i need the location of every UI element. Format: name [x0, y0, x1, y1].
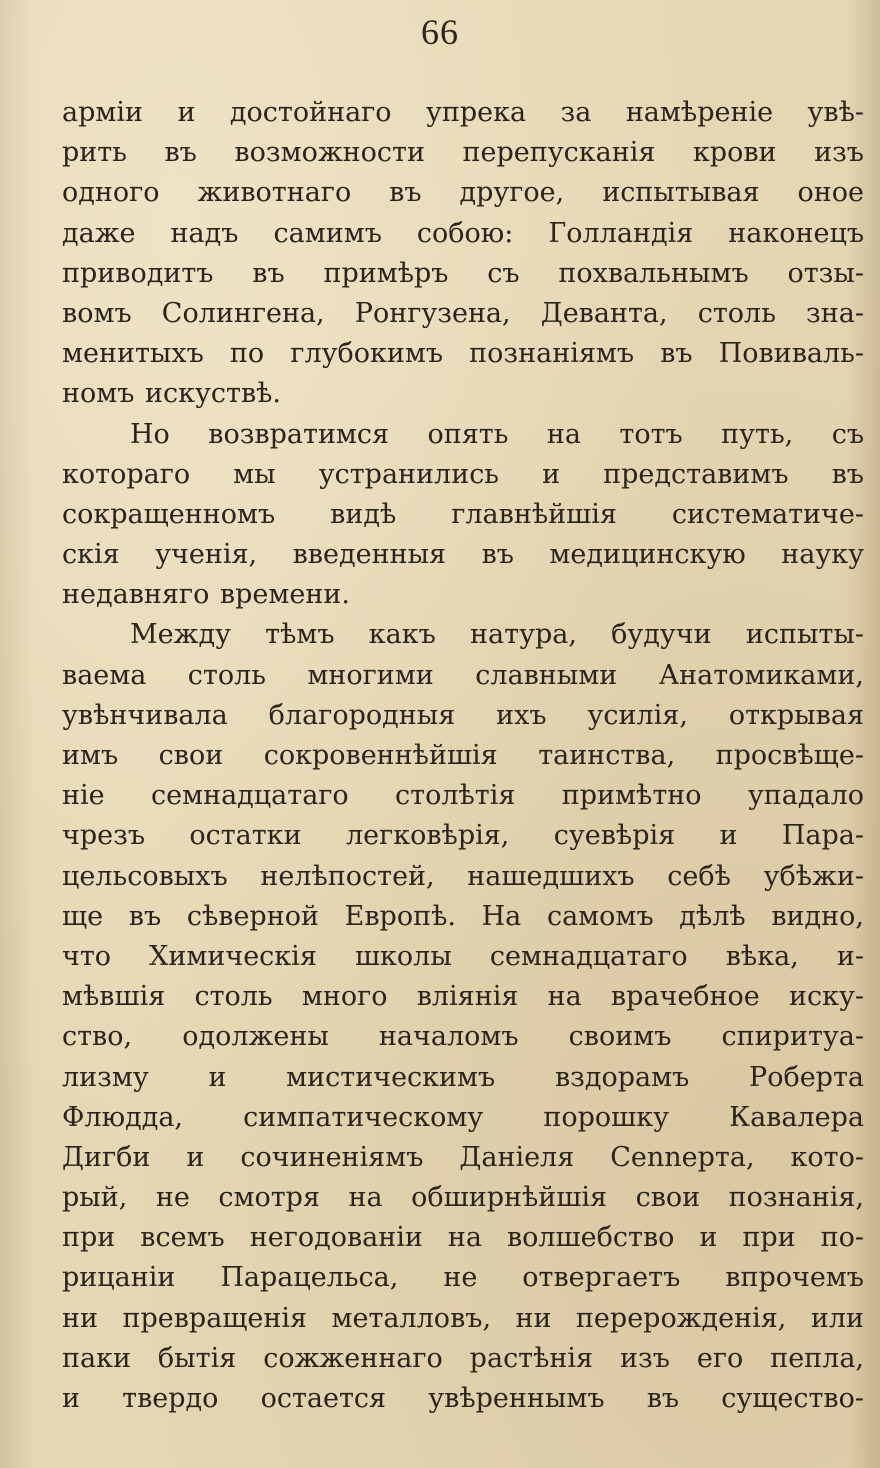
text-line: номъ искуствѣ. [62, 378, 282, 410]
text-line: рый, не смотря на обширнѣйшія свои познанія, [62, 1182, 864, 1214]
body-text [62, 93, 864, 1419]
text-line: чрезъ остатки легковѣрія, суевѣрія и Пара- [62, 820, 864, 852]
text-line: Флюдда, симпатическому порошку Кавалера [62, 1101, 864, 1133]
page-number: 66 [421, 12, 459, 52]
text-line: и твердо остается увѣреннымъ въ существо- [62, 1383, 864, 1414]
text-line: рицаніи Парацельса, не отвергаетъ впрочемъ [62, 1262, 864, 1294]
text-line: скія ученія, введенныя въ медицинскую науку [62, 539, 864, 571]
text-line: увѣнчивала благородныя ихъ усилія, открывая [62, 699, 864, 731]
text-line: паки бытія сожженнаго растѣнія изъ его пепла, [62, 1342, 864, 1374]
text-line: арміи и достойнаго упрека за намѣреніе увѣ- [62, 97, 864, 128]
text-line: ніе семнадцатаго столѣтія примѣтно упадало [62, 780, 864, 812]
text-line: приводитъ въ примѣръ съ похвальнымъ отзы- [62, 257, 864, 289]
text-line: менитыхъ по глубокимъ познаніямъ въ Повиваль- [62, 338, 864, 370]
text-line: при всемъ негодованіи на волшебство и при по- [62, 1222, 864, 1254]
text-line: Дигби и сочиненіямъ Даніеля Сennерта, кото- [62, 1141, 864, 1173]
text-line: ваема столь многими славными Анатомиками, [62, 659, 864, 691]
text-line: ще въ сѣверной Европѣ. На самомъ дѣлѣ видно, [62, 900, 864, 932]
text-line: рить въ возможности перепусканія крови изъ [62, 137, 864, 169]
text-line: сокращенномъ видѣ главнѣйшія систематиче- [62, 498, 864, 530]
text-line: мѣвшія столь много вліянія на врачебное иску- [62, 981, 864, 1013]
text-line: что Химическія школы семнадцатаго вѣка, и- [62, 940, 864, 972]
text-line: цельсовыхъ нелѣпостей, нашедшихъ себѣ убѣжи- [62, 860, 864, 892]
text-line: вомъ Солингена, Ронгузена, Деванта, столь зна- [62, 297, 864, 329]
text-line: ни превращенія металловъ, ни перерожденія, или [62, 1302, 864, 1334]
text-line: котораго мы устранились и представимъ въ [62, 458, 864, 490]
text-line: Но возвратимся опять на тотъ путь, съ [130, 418, 864, 450]
text-line: одного животнаго въ другое, испытывая оное [62, 177, 864, 209]
text-line: имъ свои сокровеннѣйшія таинства, просвѣще- [62, 740, 864, 771]
text-line: лизму и мистическимъ вздорамъ Роберта [62, 1061, 864, 1093]
text-line: даже надъ самимъ собою: Голландія наконецъ [62, 217, 864, 249]
text-line: недавняго времени. [62, 579, 350, 611]
text-line: Между тѣмъ какъ натура, будучи испыты- [130, 619, 864, 651]
text-line: ство, одолжены началомъ своимъ спиритуа- [62, 1021, 864, 1053]
